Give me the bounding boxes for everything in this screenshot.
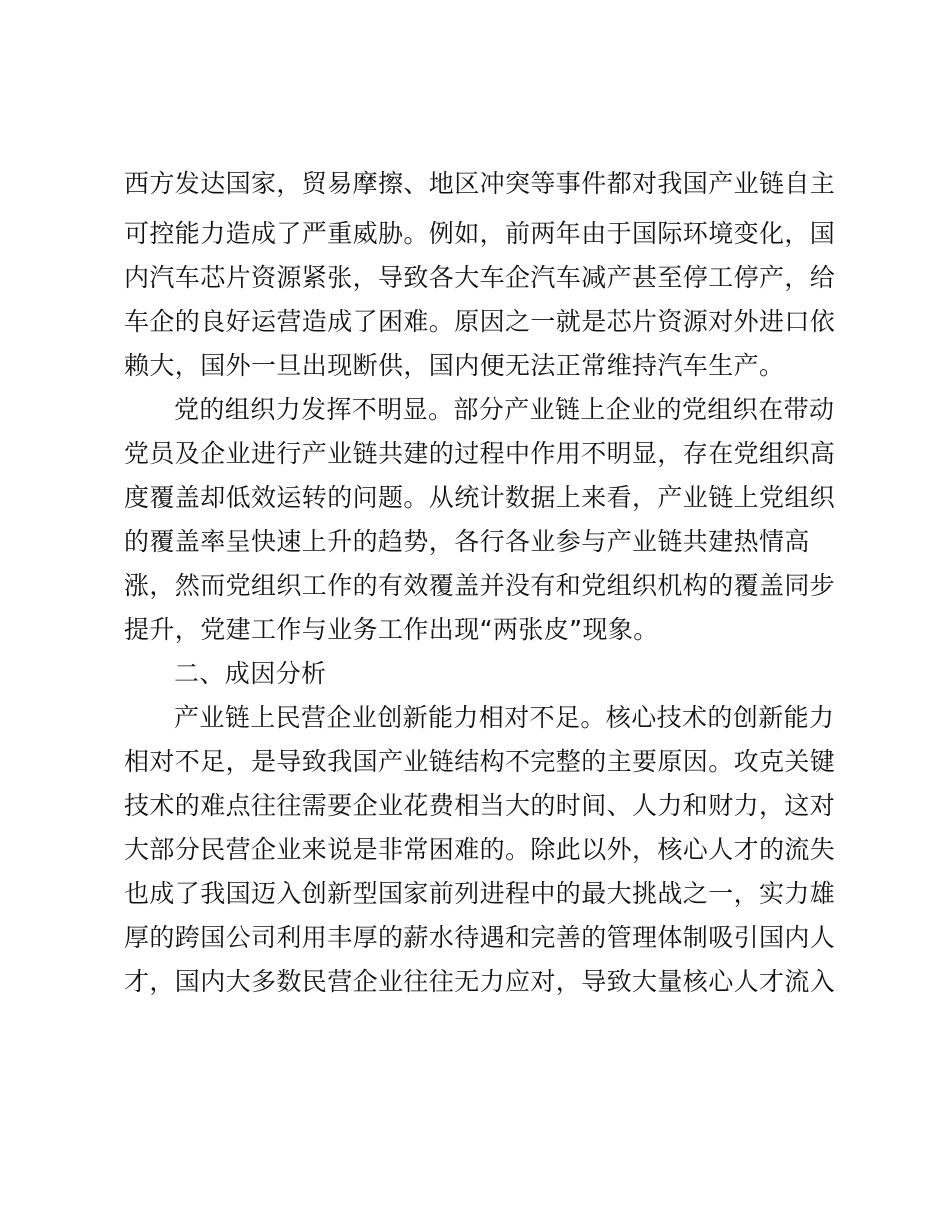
text-line: 也成了我国迈入创新型国家前列进程中的最大挑战之一，实力雄 bbox=[124, 879, 836, 908]
text-line: 度覆盖却低效运转的问题。从统计数据上来看，产业链上党组织 bbox=[124, 483, 836, 512]
text-line: 车企的良好运营造成了困难。原因之一就是芯片资源对外进口依 bbox=[124, 307, 836, 336]
text-line: 提升，党建工作与业务工作出现“两张皮”现象。 bbox=[124, 615, 659, 644]
text-line: 厚的跨国公司利用丰厚的薪水待遇和完善的管理体制吸引国内人 bbox=[124, 923, 836, 952]
text-line: 的覆盖率呈快速上升的趋势，各行各业参与产业链共建热情高 bbox=[124, 527, 810, 556]
text-line: 西方发达国家，贸易摩擦、地区冲突等事件都对我国产业链自主 bbox=[124, 169, 836, 198]
text-line: 相对不足，是导致我国产业链结构不完整的主要原因。攻克关键 bbox=[124, 747, 836, 776]
text-line: 大部分民营企业来说是非常困难的。除此以外，核心人才的流失 bbox=[124, 835, 836, 864]
section-heading: 二、成因分析 bbox=[174, 659, 327, 688]
text-line: 才，国内大多数民营企业往往无力应对，导致大量核心人才流入 bbox=[124, 967, 836, 996]
text-line: 赖大，国外一旦出现断供，国内便无法正常维持汽车生产。 bbox=[124, 351, 785, 380]
text-line: 涨，然而党组织工作的有效覆盖并没有和党组织机构的覆盖同步 bbox=[124, 571, 836, 600]
text-line: 可控能力造成了严重威胁。例如，前两年由于国际环境变化，国 bbox=[124, 219, 836, 248]
text-line: 内汽车芯片资源紧张，导致各大车企汽车减产甚至停工停产，给 bbox=[124, 263, 836, 292]
paragraph-start-line: 产业链上民营企业创新能力相对不足。核心技术的创新能力 bbox=[174, 703, 835, 732]
paragraph-start-line: 党的组织力发挥不明显。部分产业链上企业的党组织在带动 bbox=[174, 395, 835, 424]
text-line: 技术的难点往往需要企业花费相当大的时间、人力和财力，这对 bbox=[124, 791, 836, 820]
text-line: 党员及企业进行产业链共建的过程中作用不明显，存在党组织高 bbox=[124, 439, 836, 468]
